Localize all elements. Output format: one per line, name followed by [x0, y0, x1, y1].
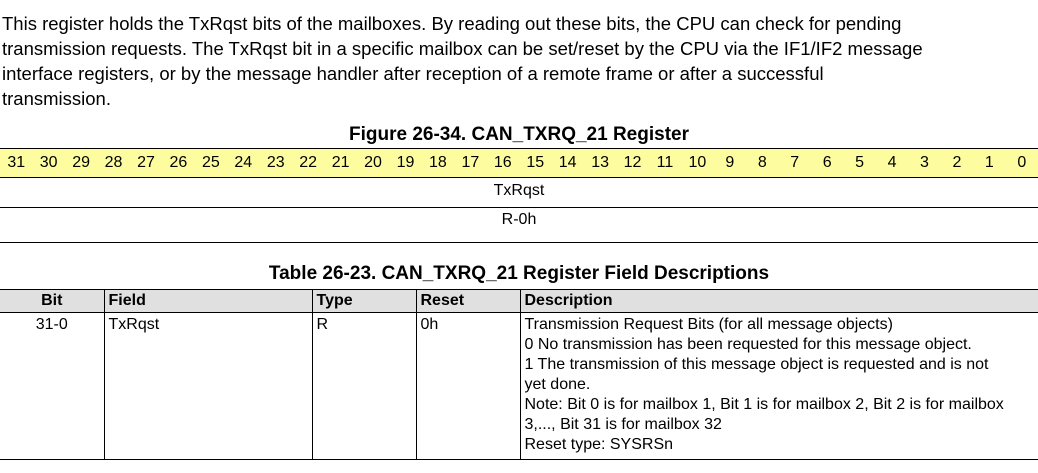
paragraph-line: interface registers, or by the message handler after reception of a remote frame or after a successful [2, 63, 824, 84]
bit-number-cell: 21 [331, 154, 350, 171]
cell-field: TxRqst [104, 313, 312, 460]
table-row [0, 313, 1038, 460]
cell-bit: 31-0 [0, 313, 104, 460]
cell-reset: 0h [416, 313, 520, 460]
figure-title: Figure 26-34. CAN_TXRQ_21 Register [348, 124, 689, 145]
bit-number-cell: 8 [757, 154, 767, 171]
column-header-field: Field [104, 290, 312, 313]
bit-number-cell: 30 [39, 154, 58, 171]
bit-number-cell: 26 [169, 154, 188, 171]
bit-number-cell: 1 [984, 154, 994, 171]
column-header-type: Type [312, 290, 416, 313]
bit-number-cell: 0 [1017, 154, 1027, 171]
paragraph-line: This register holds the TxRqst bits of the mailboxes. By reading out these bits, the CPU can check for pending [2, 13, 902, 34]
description-line: 0 No transmission has been requested for this message object. [524, 336, 972, 353]
bit-number-cell: 19 [396, 154, 415, 171]
bit-number-cell: 20 [364, 154, 382, 171]
description-line: Reset type: SYSRSn [524, 436, 674, 453]
bit-number-cell: 6 [822, 154, 832, 171]
bit-number-cell: 25 [201, 154, 220, 171]
column-header-reset: Reset [416, 290, 520, 313]
description-line: Transmission Request Bits (for all message objects) [524, 316, 893, 333]
bit-number-cell: 11 [656, 154, 674, 171]
field-description-table [0, 289, 1038, 460]
bit-number-cell: 24 [234, 154, 253, 171]
bit-number-cell: 9 [725, 154, 735, 171]
bit-number-cell: 7 [790, 154, 800, 171]
bit-number-cell: 29 [72, 154, 90, 171]
bit-number-cell: 13 [591, 154, 609, 171]
bit-number-cell: 22 [299, 154, 318, 171]
bit-number-row [0, 148, 1038, 178]
description-line: 3,..., Bit 31 is for mailbox 32 [524, 416, 722, 433]
bit-number-cell: 23 [266, 154, 285, 171]
register-field-name: TxRqst [0, 177, 1038, 208]
bit-number-cell: 14 [558, 154, 577, 171]
table-title: Table 26-23. CAN_TXRQ_21 Register Field Descriptions [268, 263, 770, 284]
bit-number-cell: 18 [429, 154, 447, 171]
bit-number-cell: 28 [104, 154, 123, 171]
paragraph-line: transmission requests. The TxRqst bit in a specific mailbox can be set/reset by the CPU via the IF1/IF2 message [2, 38, 923, 59]
bit-number-cell: 5 [855, 154, 865, 171]
register-description-paragraph [2, 11, 1036, 111]
column-header-description: Description [520, 290, 1038, 313]
bit-number-cell: 10 [688, 154, 707, 171]
bit-number-cell: 15 [526, 154, 545, 171]
column-header-bit: Bit [0, 290, 104, 313]
register-field-reset: R-0h [0, 208, 1038, 243]
bit-number-cell: 27 [137, 154, 155, 171]
bit-number-cell: 3 [920, 154, 929, 171]
description-line: yet done. [524, 376, 591, 393]
bit-number-cell: 12 [623, 154, 642, 171]
bit-number-cell: 16 [493, 154, 512, 171]
cell-type: R [312, 313, 416, 460]
cell-description [520, 313, 1038, 460]
table-header-row [0, 290, 1038, 313]
description-line: Note: Bit 0 is for mailbox 1, Bit 1 is for mailbox 2, Bit 2 is for mailbox [524, 396, 1004, 413]
bit-number-cell: 2 [952, 154, 962, 171]
bit-number-cell: 31 [7, 154, 26, 171]
bit-number-cell: 4 [887, 154, 897, 171]
bit-number-cell: 17 [461, 154, 480, 171]
description-line: 1 The transmission of this message object is requested and is not [524, 356, 989, 373]
paragraph-line: transmission. [2, 88, 111, 109]
